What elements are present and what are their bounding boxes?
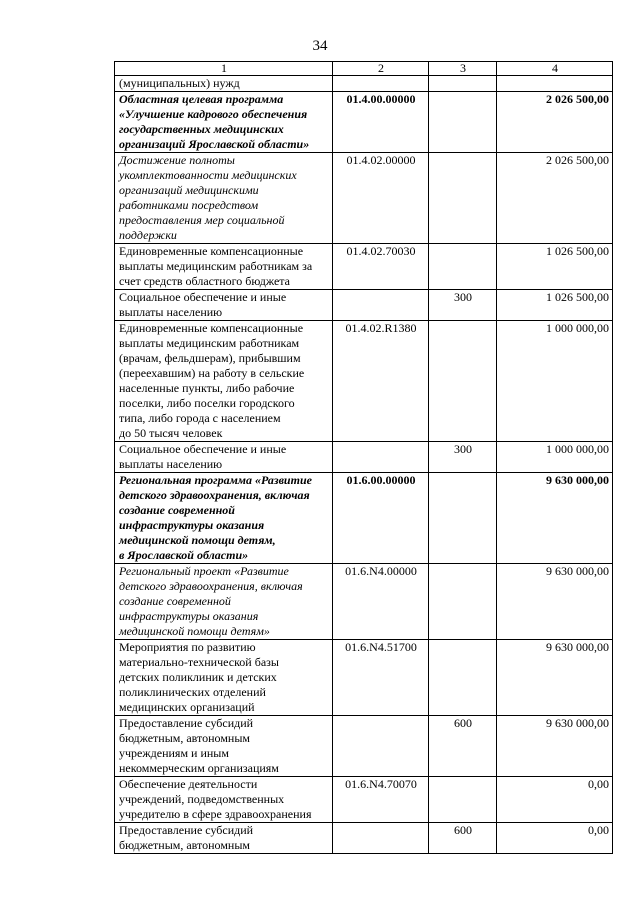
amount-cell: 9 630 000,00 xyxy=(497,716,613,777)
expense-type-cell xyxy=(429,76,497,92)
column-header-2: 2 xyxy=(333,62,429,76)
item-name-cell xyxy=(115,640,333,716)
item-name: Единовременные компенсационные выплаты медицинским работникам за счет средств областного бюджета xyxy=(119,244,313,288)
item-name: Мероприятия по развитию материально-технической базы детских поликлиник и детских поликлинических отделений медицинских организаций xyxy=(119,640,279,714)
item-name-cell xyxy=(115,76,333,92)
item-name-cell xyxy=(115,153,333,244)
amount-cell: 2 026 500,00 xyxy=(497,153,613,244)
budget-code-cell: 01.6.00.00000 xyxy=(333,473,429,564)
amount-cell: 9 630 000,00 xyxy=(497,640,613,716)
item-name-cell xyxy=(115,244,333,290)
item-name-cell xyxy=(115,473,333,564)
item-name: Предоставление субсидий бюджетным, автономным учреждениям и иным некоммерческим организациям xyxy=(119,716,279,775)
table-row xyxy=(115,244,613,290)
budget-code-cell xyxy=(333,290,429,321)
expense-type-cell xyxy=(429,92,497,153)
table-row xyxy=(115,442,613,473)
budget-code-cell: 01.6.N4.51700 xyxy=(333,640,429,716)
expense-type-cell: 300 xyxy=(429,290,497,321)
expense-type-cell: 300 xyxy=(429,442,497,473)
budget-code-cell xyxy=(333,76,429,92)
expense-type-cell xyxy=(429,153,497,244)
page-number: 34 xyxy=(312,38,328,54)
expense-type-cell xyxy=(429,321,497,442)
budget-code-cell: 01.4.00.00000 xyxy=(333,92,429,153)
item-name-cell xyxy=(115,716,333,777)
table-row xyxy=(115,92,613,153)
item-name-cell xyxy=(115,442,333,473)
table-row xyxy=(115,473,613,564)
amount-cell: 1 026 500,00 xyxy=(497,244,613,290)
expense-type-cell: 600 xyxy=(429,823,497,854)
table-header-row xyxy=(115,62,613,76)
expense-type-cell xyxy=(429,777,497,823)
budget-code-cell xyxy=(333,823,429,854)
table-row xyxy=(115,290,613,321)
amount-cell: 1 026 500,00 xyxy=(497,290,613,321)
item-name: Областная целевая программа «Улучшение кадрового обеспечения государственных медицинских организаций Ярославской области» xyxy=(119,92,310,151)
item-name: Достижение полноты укомплектованности медицинских организаций медицинскими работниками посредством предоставления мер социальной поддержки xyxy=(119,153,297,242)
amount-cell: 1 000 000,00 xyxy=(497,321,613,442)
column-header-4: 4 xyxy=(497,62,613,76)
item-name: (муниципальных) нужд xyxy=(119,76,240,90)
expense-type-cell xyxy=(429,564,497,640)
item-name-cell xyxy=(115,321,333,442)
item-name-cell xyxy=(115,564,333,640)
table-row xyxy=(115,321,613,442)
item-name: Единовременные компенсационные выплаты медицинским работникам (врачам, фельдшерам), прибывшим (переехавшим) на работу в сельские населенные пункты, либо рабочие поселки, либо поселки городского типа, либо города с населением до 50 тысяч человек xyxy=(119,321,305,440)
budget-code-cell: 01.4.02.70030 xyxy=(333,244,429,290)
expense-type-cell xyxy=(429,473,497,564)
column-header-3: 3 xyxy=(429,62,497,76)
item-name: Социальное обеспечение и иные выплаты населению xyxy=(119,290,287,319)
budget-code-cell xyxy=(333,442,429,473)
budget-code-cell: 01.4.02.00000 xyxy=(333,153,429,244)
item-name: Региональная программа «Развитие детского здравоохранения, включая создание современной инфраструктуры оказания медицинской помощи детям, в Ярославской области» xyxy=(119,473,312,562)
budget-code-cell: 01.6.N4.00000 xyxy=(333,564,429,640)
amount-cell: 9 630 000,00 xyxy=(497,473,613,564)
table-row xyxy=(115,716,613,777)
item-name-cell xyxy=(115,777,333,823)
table-row xyxy=(115,76,613,92)
expense-type-cell xyxy=(429,244,497,290)
expense-type-cell xyxy=(429,640,497,716)
item-name: Обеспечение деятельности учреждений, подведомственных учредителю в сфере здравоохранения xyxy=(119,777,312,821)
table-row xyxy=(115,640,613,716)
item-name-cell xyxy=(115,823,333,854)
item-name: Предоставление субсидий бюджетным, автономным xyxy=(119,823,254,852)
item-name: Социальное обеспечение и иные выплаты населению xyxy=(119,442,287,471)
table-row xyxy=(115,777,613,823)
amount-cell: 0,00 xyxy=(497,823,613,854)
amount-cell: 1 000 000,00 xyxy=(497,442,613,473)
column-header-1: 1 xyxy=(115,62,333,76)
item-name-cell xyxy=(115,290,333,321)
table-row xyxy=(115,564,613,640)
expense-type-cell: 600 xyxy=(429,716,497,777)
budget-table-body xyxy=(115,62,613,854)
amount-cell: 9 630 000,00 xyxy=(497,564,613,640)
amount-cell xyxy=(497,76,613,92)
budget-code-cell: 01.6.N4.70070 xyxy=(333,777,429,823)
amount-cell: 0,00 xyxy=(497,777,613,823)
item-name-cell xyxy=(115,92,333,153)
item-name: Региональный проект «Развитие детского здравоохранения, включая создание современной инфраструктуры оказания медицинской помощи детям» xyxy=(119,564,303,638)
budget-code-cell: 01.4.02.R1380 xyxy=(333,321,429,442)
budget-table xyxy=(114,61,613,854)
amount-cell: 2 026 500,00 xyxy=(497,92,613,153)
table-row xyxy=(115,823,613,854)
budget-code-cell xyxy=(333,716,429,777)
table-row xyxy=(115,153,613,244)
